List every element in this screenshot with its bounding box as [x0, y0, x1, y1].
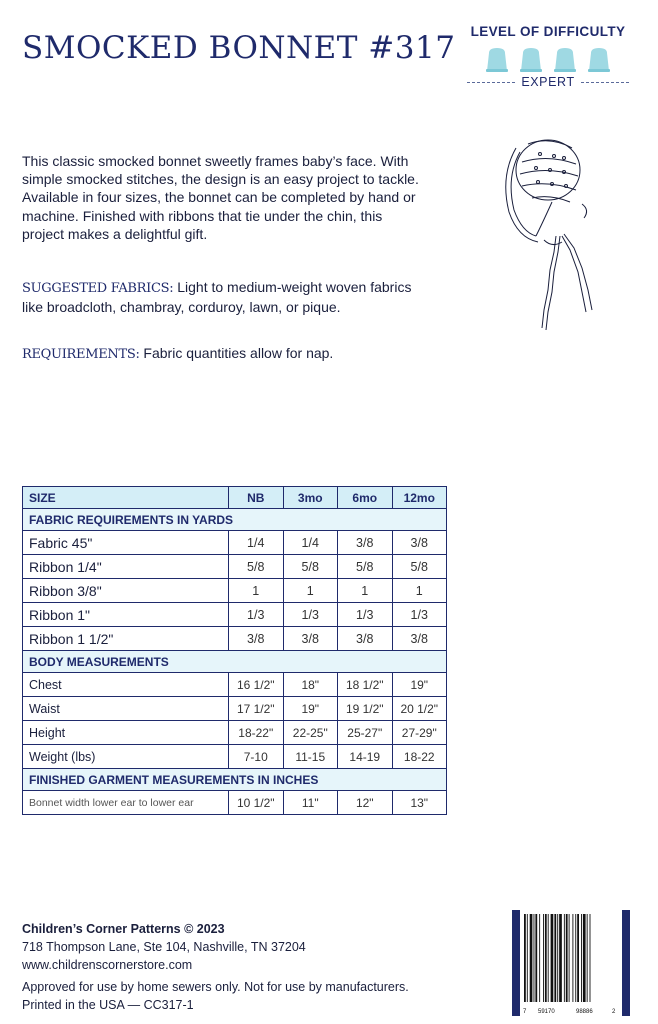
table-cell: 3/8	[338, 531, 393, 555]
table-cell: 5/8	[229, 555, 284, 579]
table-cell: 1/4	[229, 531, 284, 555]
table-cell: 1	[229, 579, 284, 603]
table-cell: 7-10	[229, 745, 284, 769]
column-header: 12mo	[392, 487, 447, 509]
barcode-bar	[590, 914, 591, 1002]
barcode-digit-4: 2	[612, 1009, 616, 1015]
footer-legal-block	[22, 978, 409, 1014]
row-label: Waist	[23, 697, 229, 721]
section-header: FINISHED GARMENT MEASUREMENTS IN INCHES	[23, 769, 447, 791]
barcode-bar	[554, 914, 556, 1002]
table-row	[23, 579, 447, 603]
difficulty-level-row	[467, 75, 629, 89]
table-cell: 11-15	[283, 745, 338, 769]
table-row	[23, 745, 447, 769]
table-cell: 5/8	[338, 555, 393, 579]
table-cell: 1/4	[283, 531, 338, 555]
row-label: Fabric 45"	[23, 531, 229, 555]
table-cell: 19"	[283, 697, 338, 721]
thimble-icon	[483, 45, 511, 73]
table-cell: 3/8	[392, 627, 447, 651]
section-header-row	[23, 509, 447, 531]
approval-note: Approved for use by home sewers only. Not for use by manufacturers.	[22, 980, 409, 994]
company-website: www.childrenscornerstore.com	[22, 958, 193, 972]
barcode-bar	[543, 914, 544, 1002]
table-cell: 18"	[283, 673, 338, 697]
section-header: BODY MEASUREMENTS	[23, 651, 447, 673]
barcode-bar	[539, 914, 540, 1002]
barcode-tab-left	[512, 910, 520, 1016]
table-row	[23, 603, 447, 627]
table-cell: 3/8	[283, 627, 338, 651]
printed-note: Printed in the USA — CC317-1	[22, 998, 194, 1012]
table-row	[23, 531, 447, 555]
table-cell: 1	[338, 579, 393, 603]
table-row	[23, 627, 447, 651]
table-row	[23, 673, 447, 697]
table-header-row	[23, 487, 447, 509]
table-cell: 5/8	[283, 555, 338, 579]
table-cell: 1	[283, 579, 338, 603]
difficulty-panel	[467, 24, 629, 89]
barcode-bar	[545, 914, 547, 1002]
row-label: Ribbon 1"	[23, 603, 229, 627]
barcode-bar	[564, 914, 565, 1002]
difficulty-level: EXPERT	[521, 75, 575, 89]
row-label: Bonnet width lower ear to lower ear	[23, 791, 229, 815]
table-row	[23, 555, 447, 579]
barcode-bar	[583, 914, 586, 1002]
table-cell: 10 1/2"	[229, 791, 284, 815]
table-cell: 1/3	[392, 603, 447, 627]
column-header: 3mo	[283, 487, 338, 509]
table-cell: 3/8	[338, 627, 393, 651]
barcode-tab-right	[622, 910, 630, 1016]
thimble-icon	[517, 45, 545, 73]
table-cell: 17 1/2"	[229, 697, 284, 721]
barcode-bar	[548, 914, 549, 1002]
section-header-row	[23, 651, 447, 673]
table-cell: 1/3	[338, 603, 393, 627]
table-cell: 1/3	[229, 603, 284, 627]
barcode-bar	[534, 914, 535, 1002]
intro-text: This classic smocked bonnet sweetly frames baby’s face. With simple smocked stitches, the design is an easy project to tackle. Available in four sizes, the bonnet can be completed by hand or machine. Finished with ribbons that tie under the chin, this project makes a delightful gift.	[22, 153, 419, 242]
row-label: Ribbon 1/4"	[23, 555, 229, 579]
row-label: Weight (lbs)	[23, 745, 229, 769]
thimble-icon	[551, 45, 579, 73]
table-cell: 16 1/2"	[229, 673, 284, 697]
company-address: 718 Thompson Lane, Ste 104, Nashville, TN 37204	[22, 940, 306, 954]
barcode-bar	[557, 914, 558, 1002]
table-cell: 27-29"	[392, 721, 447, 745]
thimble-icon	[585, 45, 613, 73]
divider	[581, 82, 629, 83]
requirements-table	[22, 486, 447, 815]
requirements-text: Fabric quantities allow for nap.	[139, 345, 334, 361]
row-label: Height	[23, 721, 229, 745]
column-header: NB	[229, 487, 284, 509]
barcode-bar	[551, 914, 554, 1002]
barcode-bar	[575, 914, 576, 1002]
table-row	[23, 791, 447, 815]
barcode-bar	[566, 914, 568, 1002]
barcode	[512, 910, 630, 1016]
table-cell: 19"	[392, 673, 447, 697]
column-header: 6mo	[338, 487, 393, 509]
company-name: Children’s Corner Patterns © 2023	[22, 922, 225, 936]
table-cell: 13"	[392, 791, 447, 815]
table-cell: 12"	[338, 791, 393, 815]
barcode-digit-2: 59170	[538, 1009, 555, 1015]
barcode-bar	[559, 914, 562, 1002]
table-cell: 1	[392, 579, 447, 603]
table-row	[23, 721, 447, 745]
difficulty-label: LEVEL OF DIFFICULTY	[470, 24, 626, 39]
requirements	[22, 344, 422, 364]
column-header: SIZE	[23, 487, 229, 509]
table-cell: 22-25"	[283, 721, 338, 745]
barcode-bar	[530, 914, 533, 1002]
bonnet-illustration	[492, 132, 604, 344]
table-cell: 25-27"	[338, 721, 393, 745]
table-cell: 1/3	[283, 603, 338, 627]
table-cell: 14-19	[338, 745, 393, 769]
row-label: Ribbon 1 1/2"	[23, 627, 229, 651]
footer-company-block	[22, 920, 306, 974]
barcode-bar	[535, 914, 537, 1002]
table-cell: 19 1/2"	[338, 697, 393, 721]
table-cell: 18 1/2"	[338, 673, 393, 697]
table-cell: 3/8	[392, 531, 447, 555]
suggested-fabrics-text: Light to medium-weight woven fabrics like broadcloth, chambray, corduroy, lawn, or pique.	[22, 279, 412, 316]
section-header-row	[23, 769, 447, 791]
barcode-bar	[577, 914, 579, 1002]
barcode-bar	[524, 914, 526, 1002]
difficulty-thimbles	[467, 45, 629, 73]
barcode-bar	[569, 914, 570, 1002]
suggested-fabrics	[22, 278, 422, 316]
table-cell: 20 1/2"	[392, 697, 447, 721]
barcode-bar	[572, 914, 573, 1002]
table-cell: 3/8	[229, 627, 284, 651]
table-cell: 5/8	[392, 555, 447, 579]
barcode-digit-3: 98886	[576, 1009, 593, 1015]
table-cell: 18-22	[392, 745, 447, 769]
barcode-bar	[587, 914, 588, 1002]
row-label: Ribbon 3/8"	[23, 579, 229, 603]
requirements-label: REQUIREMENTS:	[22, 347, 140, 362]
table-cell: 11"	[283, 791, 338, 815]
table-row	[23, 697, 447, 721]
table-cell: 18-22"	[229, 721, 284, 745]
section-header: FABRIC REQUIREMENTS IN YARDS	[23, 509, 447, 531]
barcode-digit-1: 7	[523, 1009, 527, 1015]
barcode-bar	[581, 914, 582, 1002]
row-label: Chest	[23, 673, 229, 697]
suggested-fabrics-label: SUGGESTED FABRICS:	[22, 281, 174, 296]
divider	[467, 82, 515, 83]
page-title: SMOCKED BONNET #317	[22, 30, 456, 66]
barcode-bar	[527, 914, 528, 1002]
